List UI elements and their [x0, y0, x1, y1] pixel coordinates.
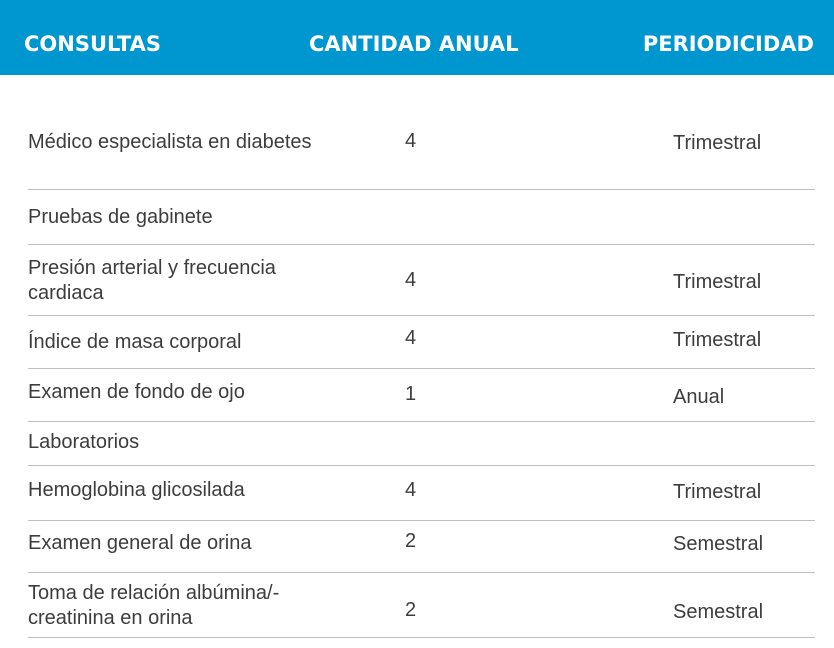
- row-period: Trimestral: [673, 271, 762, 293]
- row-period: Semestral: [673, 601, 764, 623]
- row-quantity: 4: [405, 327, 417, 349]
- section-label: Laboratorios: [28, 431, 140, 453]
- row-name: Examen de fondo de ojo: [28, 381, 245, 403]
- row-quantity: 2: [405, 530, 417, 552]
- table-row: [28, 369, 815, 422]
- table-body: [28, 118, 815, 638]
- header-cantidad-anual: CANTIDAD ANUAL: [309, 32, 519, 56]
- table-row: [28, 521, 815, 573]
- table-row: [28, 190, 815, 245]
- row-period: Trimestral: [673, 329, 762, 351]
- table-row: [28, 316, 815, 369]
- row-name: Índice de masa corporal: [28, 331, 242, 353]
- row-quantity: 4: [405, 130, 417, 152]
- row-name: Médico especialista en diabetes: [28, 131, 312, 153]
- row-period: Trimestral: [673, 132, 762, 154]
- table-row: [28, 573, 815, 638]
- row-quantity: 4: [405, 269, 417, 291]
- row-name: Toma de relación albúmina/-creatinina en orina: [28, 582, 280, 629]
- row-period: Anual: [673, 386, 725, 408]
- row-period: Semestral: [673, 533, 764, 555]
- table-row: [28, 422, 815, 466]
- table-row: [28, 466, 815, 521]
- header-periodicidad: PERIODICIDAD: [642, 32, 814, 56]
- row-quantity: 2: [405, 599, 417, 621]
- row-quantity: 1: [405, 383, 417, 405]
- row-name: Hemoglobina glicosilada: [28, 479, 245, 501]
- row-name: Examen general de orina: [28, 532, 252, 554]
- row-quantity: 4: [405, 479, 417, 501]
- row-name: Presión arterial y frecuencia cardiaca: [28, 257, 276, 304]
- header-consultas: CONSULTAS: [24, 32, 161, 56]
- table-header: [0, 0, 834, 75]
- table-row: [28, 118, 815, 190]
- section-label: Pruebas de gabinete: [28, 206, 213, 228]
- table-row: [28, 245, 815, 316]
- row-period: Trimestral: [673, 481, 762, 503]
